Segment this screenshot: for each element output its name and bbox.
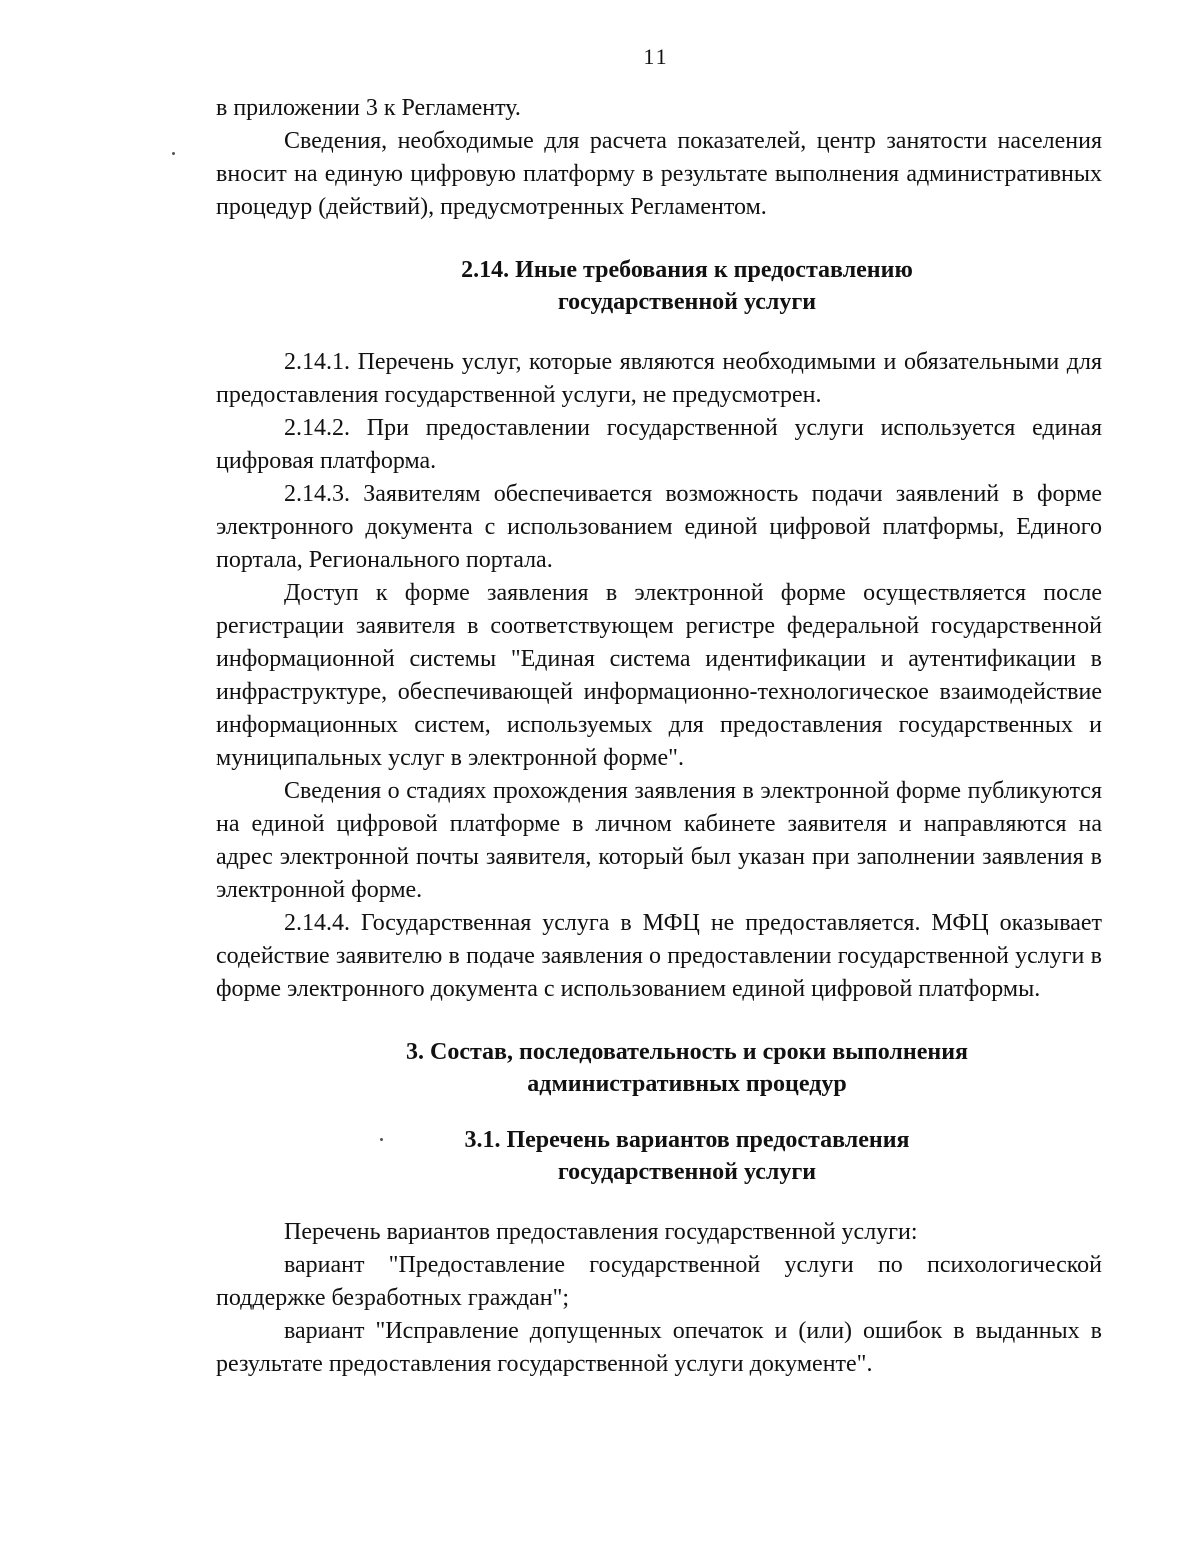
paragraph: вариант "Исправление допущенных опечаток и (или) ошибок в выданных в результате предоставления государственной услуги документе". [216, 1318, 1102, 1377]
paragraph: 2.14.1. Перечень услуг, которые являются необходимыми и обязательными для предоставления государственной услуги, не предусмотрен. [216, 349, 1102, 408]
heading-line: 3.1. Перечень вариантов предоставления [464, 1127, 910, 1153]
page-number: 11 [643, 44, 669, 69]
paragraph: 2.14.2. При предоставлении государственной услуги используется единая цифровая платформа. [216, 415, 1102, 474]
scan-speck [172, 152, 175, 155]
heading-line: государственной услуги [557, 289, 817, 315]
paragraph: вариант "Предоставление государственной услуги по психологической поддержке безработных граждан"; [216, 1252, 1102, 1311]
heading-line: 2.14. Иные требования к предоставлению [461, 257, 913, 283]
heading-line: государственной услуги [557, 1159, 817, 1185]
paragraph: в приложении 3 к Регламенту. [216, 95, 521, 121]
heading-line: административных процедур [527, 1071, 847, 1097]
subsection-heading [216, 1124, 1102, 1188]
document-body [216, 92, 1102, 1381]
paragraph: 2.14.3. Заявителям обеспечивается возможность подачи заявлений в форме электронного документа с использованием единой цифровой платформы, Единого портала, Регионального портала. [216, 481, 1102, 573]
paragraph: Доступ к форме заявления в электронной форме осуществляется после регистрации заявителя в соответствующем регистре федеральной государственной информационной системы "Единая система идентификации и аутентификации в инфраструктуре, обеспечивающей информационно-технологическое взаимодействие информационных систем, используемых для предоставления государственных и муниципальных услуг в электронной форме". [216, 580, 1102, 771]
paragraph: Перечень вариантов предоставления государственной услуги: [284, 1219, 918, 1245]
scan-speck [380, 1138, 383, 1141]
paragraph: Сведения о стадиях прохождения заявления в электронной форме публикуются на единой цифровой платформе в личном кабинете заявителя и направляются на адрес электронной почты заявителя, который был указан при заполнении заявления в электронной форме. [216, 778, 1102, 903]
section-heading [216, 254, 1102, 318]
paragraph: Сведения, необходимые для расчета показателей, центр занятости населения вносит на единую цифровую платформу в результате выполнения административных процедур (действий), предусмотренных Регламентом. [216, 128, 1102, 220]
section-heading [216, 1036, 1102, 1100]
heading-line: 3. Состав, последовательность и сроки выполнения [405, 1039, 969, 1065]
paragraph: 2.14.4. Государственная услуга в МФЦ не предоставляется. МФЦ оказывает содействие заявителю в подаче заявления о предоставлении государственной услуги в форме электронного документа с использованием единой цифровой платформы. [216, 910, 1102, 1002]
